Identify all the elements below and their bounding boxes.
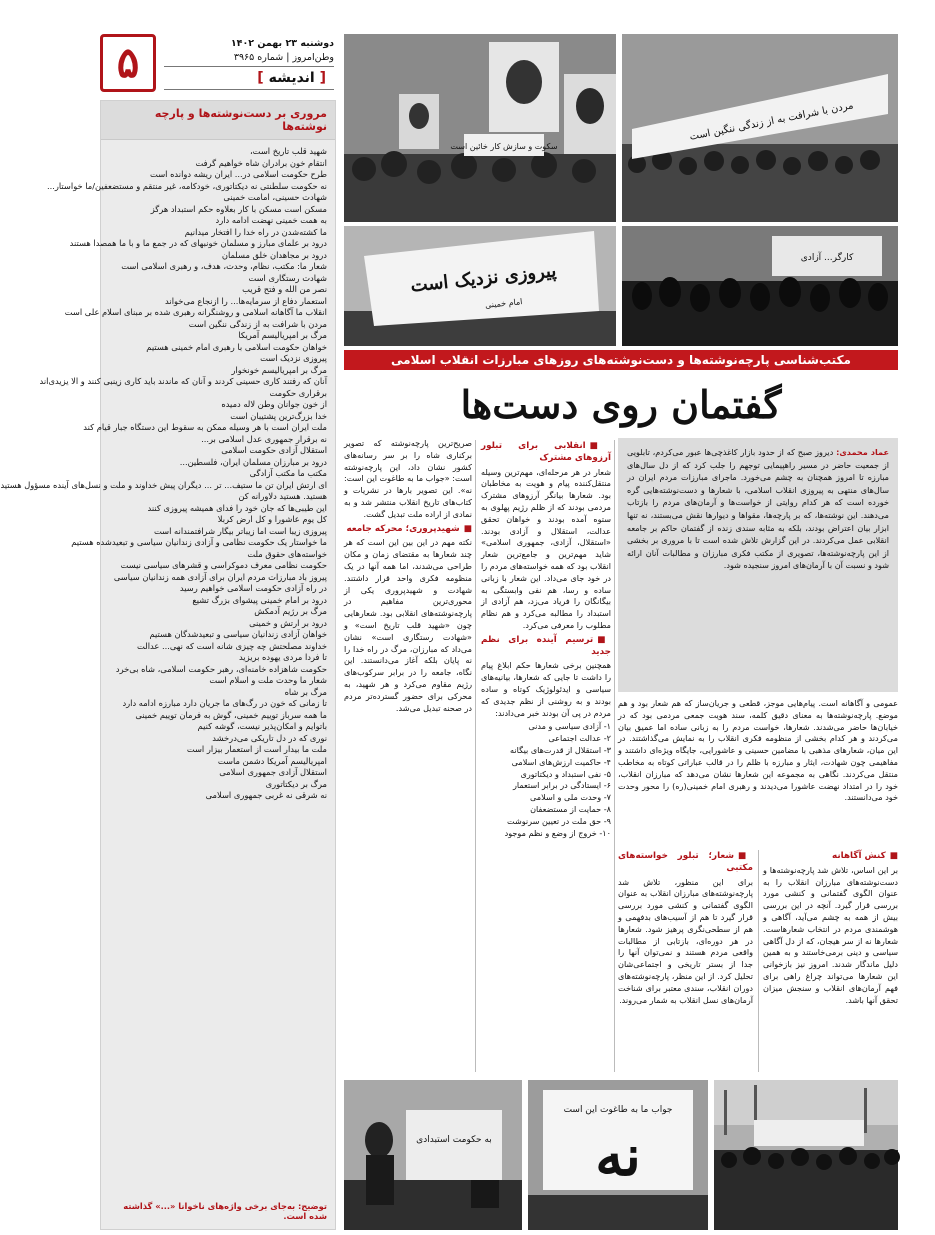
slogan-item: نه برقرار جمهوری عدل اسلامی بر...: [201, 433, 327, 444]
slogan-item: نه حکومت سلطنتی نه دیکتاتوری، خودکامه، غیر منتقم و مستضعفین/ما خواستار...: [46, 180, 327, 191]
slogan-item: شهادت رستگاری است: [248, 272, 327, 283]
slogan-item: استقلال آزادی حکومت اسلامی: [221, 445, 327, 455]
issue-date: دوشنبه ۲۳ بهمن ۱۴۰۲: [230, 38, 334, 49]
photo-victory-banner: [344, 226, 616, 346]
column-paragraph: همچنین برخی شعارها حکم ابلاغ پیام را داشت تا جایی که شعارها، بیانیه‌های سیاسی و ایدئولوژیک کوتاه و ساده بودند و به روشنی از نظم جدیدی که مردم در پی آن بودند خبر می‌دادند:: [481, 660, 611, 718]
slogan-item: مرگ بر دیکتاتوری: [265, 778, 327, 789]
slogan-item: مکتب ما مکتب آزادگی: [249, 468, 327, 478]
banner-subtext: امام خمینی: [484, 297, 523, 310]
photo-protest-portraits: [344, 34, 616, 222]
list-item: ۴- حاکمیت ارزش‌های اسلامی: [511, 756, 611, 767]
sidebar-title: مروری بر دست‌نوشته‌ها و پارچه نوشته‌ها: [101, 101, 335, 140]
slogan-item: پیروزی نزدیک است: [260, 353, 327, 363]
slogan-item: باتو‌ایم و امکان‌پذیر نیست، گوشه کنیم: [197, 721, 327, 731]
list-item: ۲- عدالت اجتماعی: [548, 733, 611, 744]
slogan-item: نه شرقی نه غربی جمهوری اسلامی: [205, 790, 327, 800]
slogan-item: برقراری حکومت: [269, 387, 327, 398]
slogan-item: در راه آزادی حکومت اسلامی خواهیم رسید: [179, 583, 327, 593]
list-item: ۱- آزادی سیاسی و مدنی: [528, 721, 611, 732]
slogan-item: ما خواستار یک حکومت نظامی و آزادی زندانیان سیاسی و تبعیدشده هستیم: [71, 537, 327, 547]
slogan-item: امپریالیسم آمریکا دشمن ماست: [217, 755, 327, 766]
list-item: ۳- استقلال از قدرت‌های بیگانه: [510, 744, 611, 755]
slogan-item: خواسته‌های حقوق ملت: [247, 548, 327, 559]
column-paragraph: عمومی و آگاهانه است. پیام‌هایی موجز، قطعی و جریان‌ساز که هم شعار بود و هم موضع. پارچه‌نوشته‌ها به معنای دقیق کلمه، سند هویت جمعی مردمی بود که در خیابان‌ها حاضر می‌شدند. شعارها، خواست مردم را به زبانی ساده اما عمیق بیان می‌کردند و هر کدام بخشی از منظومه فکری انقلاب را به نمایش می‌گذاشتند. در این میان، شعارهای مذهبی با مضامین حسینی و عاشورایی، جایگاه ویژه‌ای داشتند و مفاهیمی چون شهادت، ایثار و مبارزه با ظلم را در قالب عباراتی کوتاه به مخاطب منتقل می‌کردند. نگاهی به مجموعه این شعارها نشان می‌دهد که مبارزان انقلاب، خود را در امتداد نهضت عاشورا می‌دیدند و رهبری امام خمینی(ره) را محور وحدت خود می‌دانستند.: [618, 698, 898, 803]
slogan-item: درود بر مبارزان مسلمان ایران، فلسطین...: [179, 456, 327, 467]
intro-text: دیروز صبح که از حدود بازار کاغذچی‌ها عبور می‌کردم، تابلویی از جمعیت حاضر در مسیر راهپیمایی توجهم را جلب کرد که از دل سال‌های مبارزه تا امروز همچنان به چشم می‌خورد. ماجرای مبارزات مردم ایران در سال‌های منتهی به پیروزی انقلاب اسلامی، با شعارها و دست‌نوشته‌هایی گره خورده است که هر کدام روایتی از خواست‌ها و آرمان‌های مردم را بازتاب می‌دهند. این نوشته‌ها، که بر پارچه‌ها، مقواها و دیوارها نقش می‌بستند، نه تنها ابزار بیان اعتراض بودند، بلکه به مثابه سندی زنده از گفتمان حاکم بر جامعه انقلابی عمل می‌کردند. در این گزارش تلاش شده است تا با مروری بر بخشی از این پارچه‌نوشته‌ها، تصویری از مکتب فکری مبارزان و مطالبات آنان ارائه شود و نسبت آن با آرمان‌های امروز سنجیده شود.: [627, 447, 889, 571]
sidebar-note: توضیح: به‌جای برخی واژه‌های ناخوانا «...» گذاشته شده است.: [123, 1201, 327, 1221]
list-item: ۹- حق ملت در تعیین سرنوشت: [507, 815, 611, 826]
slogan-item: شعار ما وحدت ملت و اسلام است: [209, 675, 327, 685]
slogan-item: طرح حکومت اسلامی در... ایران ریشه دوانده است: [150, 169, 327, 179]
paper-name: وطن‌امروز: [292, 52, 334, 63]
column-paragraph: نکته مهم در این بین این است که هر چند شعارها به مقتضای زمان و مکان طراحی می‌شدند، اما همه آنها در یک منظومه فکری واحد قرار داشتند. شهادت و شهیدپروری یکی از محوری‌ترین مفاهیم در پارچه‌نوشته‌های انقلابی بود. شعارهایی چون «شهید قلب تاریخ است» و «شهادت رستگاری است» نشان می‌داد که مبارزان، مرگ در راه خدا را نه پایان بلکه آغاز می‌دانستند. این نگاه، جامعه را در برابر سرکوب‌های رژیم مقاوم می‌کرد و هر شهید، به محرکی برای حضور گسترده‌تر مردم در صحنه تبدیل می‌شد.: [344, 537, 472, 713]
article-column-1: [618, 698, 898, 844]
slogan-item: ما کشته‌شدن در راه خدا را افتخار میدانیم: [184, 226, 327, 237]
slogan-item: شعار ما: مکتب، نظام، وحدت، هدف، و رهبری اسلامی است: [121, 261, 327, 271]
numbered-list: [481, 721, 611, 839]
slogan-item: ای ارتش ایران تن ما ستیف... ‌تر ... دیگران پیش خداوند و ملت و نسل‌های آینده مسؤول هستید: [0, 479, 327, 490]
slogan-item: نوری که در دل تاریکی می‌درخشد: [212, 732, 327, 743]
list-item: ۶- ایستادگی در برابر استعمار: [512, 780, 611, 791]
masthead: [100, 34, 336, 94]
section-heading: ■ترسیم آینده برای نظم جدید: [481, 634, 612, 657]
banner-text: مردن با شرافت به از زندگی ننگین است: [688, 100, 855, 143]
list-item: ۷- وحدت ملی و اسلامی: [530, 792, 611, 803]
slogan-item: کل یوم عاشورا و کل ارض کربلا: [217, 514, 327, 524]
banner-text: کارگر... آزادی: [800, 253, 854, 263]
section-label: [ اندیشه ]: [164, 66, 334, 90]
page-number: ۵: [100, 34, 156, 92]
section-heading: ■انقلابی برای تبلور آرزوهای مشترک: [481, 441, 612, 463]
slogan-item: مرگ بر شاه: [284, 686, 327, 697]
section-heading: ■شهیدپروری؛ محرکه جامعه: [346, 523, 472, 534]
article-column-2: [481, 438, 611, 1074]
article-headline: گفتمان روی دست‌ها: [460, 382, 782, 427]
section-name: اندیشه: [268, 70, 315, 86]
list-item: ۱۰- خروج از وضع و نظم موجود: [504, 827, 611, 838]
slogan-item: درود بر ارتش و خمینی: [249, 617, 327, 628]
column-paragraph: شعار در هر مرحله‌ای، مهم‌ترین وسیله منتقل‌کننده پیام و هویت به مخاطبان بود. شعارها بیانگر آرزوهای مشترک مردمی بودند که از ظلم رژیم پهلوی به ستوه آمده بودند و خواهان تحقق عدالت، استقلال و آزادی بودند. «استقلال، آزادی، جمهوری اسلامی» شاید مهم‌ترین و جامع‌ترین شعار انقلاب بود که همه خواسته‌های مردم را در خود جای می‌داد. این شعار با زبانی ساده و رسا، هم نفی وابستگی به بیگانگان را فریاد می‌زد، هم آزادی از استبداد را مطالبه می‌کرد و هم نظام مطلوب را معرفی می‌کرد.: [481, 466, 611, 630]
column-paragraph: بر این اساس، تلاش شد پارچه‌نوشته‌ها و دست‌نوشته‌های مبارزان انقلاب را به عنوان الگوی گفتمانی و کنشی مورد بررسی قرار گیرد. آنچه در این بررسی بیش از همه به چشم می‌آید، آگاهی و هوشمندی مردم در انتخاب شعارهاست. شعارها نه از سر هیجان، که از دل آگاهی سیاسی و دینی برمی‌خاستند و به همین دلیل ماندگار شدند. امروز نیز بازخوانی این شعارها می‌تواند چراغ راهی برای فهم آرمان‌های انقلاب و سنجش میزان تحقق آنها باشد.: [763, 864, 898, 1005]
slogan-item: تا زمانی که خون در رگ‌های ما جریان دارد مبارزه ادامه دارد: [122, 698, 327, 708]
slogan-item: خواهان حکومت اسلامی با رهبری امام خمینی هستیم: [146, 341, 327, 352]
slogan-item: تا فردا مردی یهوده بریزید: [238, 652, 327, 662]
slogan-item: پیروزی زیبا است اما زیباتر بیگار شرافتمندانه است: [154, 525, 327, 536]
slogan-item: درود بر مجاهدان خلق مسلمان: [221, 249, 327, 260]
slogan-item: این طیبی‌ها که جان خود را فدای همیشه پیروزی کنند: [147, 502, 327, 513]
list-item: ۸- حمایت از مستضعفان: [530, 803, 611, 814]
banner-text: سکوت و سازش کار خائین است: [450, 142, 558, 151]
issue-number: شماره ۳۹۶۵: [233, 52, 284, 63]
article-kicker: مکتب‌شناسی پارچه‌نوشته‌ها و دست‌نوشته‌های روزهای مبارزات انقلاب اسلامی: [344, 350, 898, 370]
list-item: ۵- نفی استبداد و دیکتاتوری: [520, 768, 611, 779]
column-paragraph: برای این منظور، تلاش شد پارچه‌نوشته‌های مبارزان انقلاب به عنوان الگوی گفتمانی و کنشی مورد بررسی قرار گیرد تا هم از آسیب‌های بدفهمی و هم از سطحی‌نگری پرهیز شود. شعارها در هر دوره‌ای، بازتابی از مطالبات واقعی مردم هستند و نمی‌توان آنها را جدا از بستر تاریخی و اجتماعی‌شان تحلیل کرد. از این منظر، پارچه‌نوشته‌های دوران انقلاب، سندی معتبر برای شناخت آرمان‌های نسل انقلاب به شمار می‌روند.: [618, 876, 753, 1005]
column-divider: [614, 440, 615, 1072]
slogan-item: درود بر امام خمینی پیشوای بزرگ تشیع: [192, 594, 327, 605]
article-column-1b: [618, 848, 753, 1074]
photo-street-crowd: [714, 1080, 898, 1230]
placard-text: به حکومت استبدادی: [416, 1135, 492, 1145]
slogan-item: آنان که رفتند کاری حسینی کردند و آنان که ماندند باید کاری زینبی کنند و الا یزیدی‌اند: [39, 376, 327, 386]
article-column-3: [344, 438, 472, 1074]
slogan-item: نصر من الله و فتح قریب: [242, 284, 327, 294]
slogan-item: خدا بزرگ‌ترین پشتیبان است: [230, 410, 327, 421]
slogan-item: ملت ما بیدار است از استعمار بیزار است: [186, 744, 327, 754]
slogan-item: شهید قلب تاریخ است،: [250, 146, 327, 156]
photo-protest-banner: [622, 34, 898, 222]
photo-no-banner: [528, 1080, 708, 1230]
article-intro: [618, 438, 898, 692]
intro-author: عماد محمدی:: [836, 447, 889, 457]
slogan-item: مردن با شرافت به از زندگی ننگین است: [188, 318, 327, 329]
slogan-item: شهادت حسینی، امامت خمینی: [223, 192, 327, 202]
slogan-item: پیروز باد مبارزات مردم ایران برای آزادی همه زندانیان سیاسی: [113, 571, 327, 582]
slogan-item: خواهان آزادی زندانیان سیاسی و تبعیدشدگان هستیم: [149, 629, 327, 639]
issue-info: وطن‌امروز | شماره ۳۹۶۵: [233, 52, 334, 63]
slogan-item: مرگ بر امپریالیسم خونخوار: [231, 364, 327, 375]
slogan-item: ما همه سرباز توییم خمینی، گوش به فرمان توییم خمینی: [135, 709, 327, 720]
slogan-item: از خون جوانان وطن لاله دمیده: [221, 399, 327, 409]
slogan-item: استقلال آزادی جمهوری اسلامی: [219, 767, 327, 777]
slogan-item: مرگ بر امپریالیسم آمریکا: [238, 330, 327, 340]
slogan-item: هستید. هستید دلاورانه کن: [238, 491, 327, 501]
banner-text: جواب ما به طاغوت این است: [563, 1105, 673, 1115]
slogan-item: انتقام خون برادران شاه خواهیم گرفت: [195, 157, 327, 168]
slogans-sidebar: [0, 100, 336, 1230]
slogan-item: انقلاب ما آگاهانه اسلامی و روشنگرانه رهبری شده بر مبنای اسلام علی است: [64, 307, 327, 317]
slogan-item: خداوند مصلحتش چه چیزی شانه است که نهی... عدالت: [137, 640, 327, 651]
slogan-item: مسکن است مسکن با کار بعلاوه حکم استبداد هرگز: [150, 203, 327, 214]
slogan-item: ملت ایران است با هر وسیله ممکن به سقوط این دستگاه جبار قیام کند: [83, 422, 327, 432]
slogan-item: حکومت نظامی معرف دموکراسی و قشرهای سیاسی نیست: [120, 560, 327, 570]
slogan-item: مرگ بر رژیم آدمکش: [254, 606, 327, 616]
section-heading: ■کنش آگاهانه: [832, 851, 898, 861]
slogan-item: استعمار دفاع از سرمایه‌ها... را ازنجاع می‌خواند: [165, 295, 327, 306]
article-column-1c: [763, 848, 898, 1074]
slogan-list: [0, 140, 335, 802]
slogan-item: به همت خمینی نهضت ادامه دارد: [215, 215, 327, 225]
column-divider: [475, 440, 476, 1072]
slogan-item: درود بر علمای مبارز و مسلمان خونبهای که در جمع ما و با ما همصدا هستند: [69, 238, 327, 248]
banner-text: پیروزی نزدیک است: [409, 260, 558, 297]
photo-women-placard: [344, 1080, 522, 1230]
photo-women-march: [622, 226, 898, 346]
section-heading: ■شعار؛ تبلور خواسته‌های مکتبی: [618, 851, 754, 873]
banner-big-text: نه: [595, 1123, 641, 1189]
slogan-item: حکومت شاهزاده خامنه‌ای، رهبر حکومت اسلامی، شاه بی‌خرد: [115, 663, 327, 674]
column-divider: [758, 850, 759, 1072]
column-paragraph: صریح‌ترین پارچه‌نوشته که تصویر برکناری شاه را بر سر رسانه‌های کشور نشان داد، این پارچه‌نوشته است: «جواب ما به طاغوت این است: نه». این تصویر بارها در نشریات و کتاب‌های تاریخ انقلاب منتشر شد و به نمادی از اراده ملت تبدیل گشت.: [344, 438, 472, 519]
